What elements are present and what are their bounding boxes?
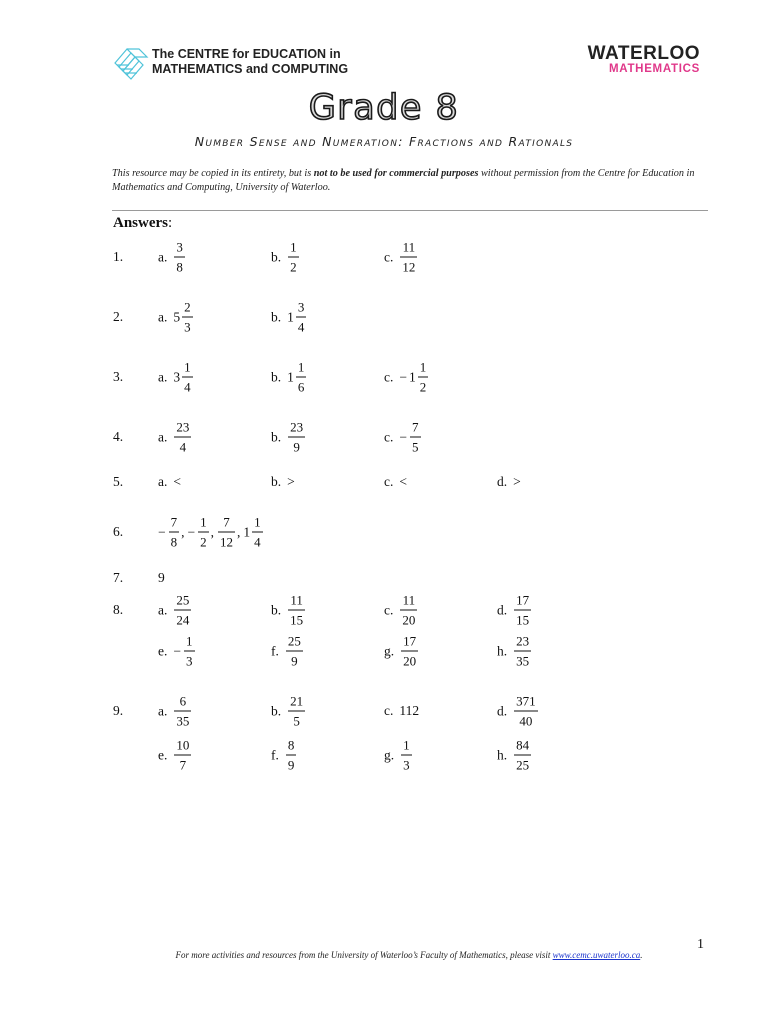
answer-3a	[158, 360, 194, 395]
page-number: 1	[697, 937, 704, 952]
answer-9b	[271, 694, 306, 729]
part-label: e.	[158, 643, 168, 658]
denominator: 9	[287, 757, 295, 773]
fraction	[401, 634, 418, 669]
numerator: 3	[297, 299, 305, 315]
fraction	[418, 360, 429, 395]
part-label: g.	[384, 643, 395, 658]
answer-8d	[497, 593, 532, 628]
fraction	[288, 420, 305, 455]
notice-text-after: without permission from the Centre for Education in Mathematics and Computing, University of Waterloo.	[112, 168, 695, 193]
part-label: a.	[158, 249, 168, 264]
denominator: 35	[176, 713, 190, 729]
part-label: d.	[497, 602, 508, 617]
part-label: d.	[497, 703, 508, 718]
answer-4c	[384, 420, 422, 455]
answer-5d	[497, 474, 521, 490]
numerator: 23	[176, 419, 190, 435]
question-number: 1.	[113, 249, 124, 264]
fraction	[169, 515, 180, 550]
part-label: c.	[384, 474, 394, 489]
denominator: 5	[412, 439, 419, 455]
footer-text: For more activities and resources from the University of Waterloo’s Faculty of Mathematics, please visit	[175, 950, 553, 960]
whole-number: 1	[287, 369, 294, 384]
part-label: d.	[497, 474, 508, 489]
numerator: 3	[176, 239, 183, 255]
answer-9c	[384, 703, 419, 719]
numerator: 25	[287, 633, 301, 649]
fraction	[400, 240, 417, 275]
numerator: 1	[254, 514, 261, 530]
answer-9g	[384, 738, 413, 773]
denominator: 40	[519, 713, 533, 729]
numerator: 17	[516, 592, 530, 608]
answer-5c	[384, 474, 407, 490]
separator: ,	[237, 524, 241, 539]
denominator: 8	[176, 259, 183, 275]
numerator: 10	[176, 737, 190, 753]
answer-7	[158, 570, 165, 586]
denominator: 2	[200, 534, 207, 550]
denominator: 3	[403, 757, 410, 773]
answer-8a	[158, 593, 192, 628]
cemc-logo-icon	[113, 45, 151, 81]
answer-3b	[271, 360, 307, 395]
part-label: a.	[158, 703, 168, 718]
fraction	[288, 240, 299, 275]
part-label: b.	[271, 602, 282, 617]
fraction	[514, 593, 531, 628]
part-label: b.	[271, 369, 282, 384]
numerator: 84	[516, 737, 530, 753]
part-label: b.	[271, 474, 282, 489]
part-label: e.	[158, 747, 168, 762]
denominator: 2	[419, 379, 427, 395]
copyright-notice	[112, 167, 708, 195]
whole-number: 3	[173, 369, 181, 384]
denominator: 20	[403, 653, 417, 669]
fraction	[218, 515, 235, 550]
numerator: 1	[186, 633, 193, 649]
numerator: 7	[170, 514, 178, 530]
numerator: 2	[184, 299, 191, 315]
answer-1b	[271, 240, 300, 275]
question-number: 8.	[113, 602, 124, 617]
answer-5b	[271, 474, 295, 490]
fraction	[174, 738, 191, 773]
numerator: 1	[297, 359, 305, 375]
cemc-name-line2: MATHEMATICS and COMPUTING	[152, 62, 349, 76]
fraction	[174, 420, 191, 455]
numerator: 7	[223, 514, 230, 530]
minus-sign: −	[158, 524, 166, 539]
mathematics-wordmark: MATHEMATICS	[609, 63, 700, 75]
notice-text-bold: not to be used for commercial purposes	[313, 168, 479, 179]
denominator: 5	[293, 713, 300, 729]
question-number: 9.	[113, 703, 124, 718]
part-label: h.	[497, 747, 508, 762]
denominator: 24	[176, 612, 190, 628]
answer-2a	[158, 300, 194, 335]
part-label: c.	[384, 249, 394, 264]
numerator: 1	[290, 239, 297, 255]
numerator: 23	[290, 419, 304, 435]
numerator: 1	[184, 359, 191, 375]
denominator: 2	[290, 259, 297, 275]
fraction	[184, 634, 195, 669]
answer-9a	[158, 694, 192, 729]
numerator: 21	[290, 693, 304, 709]
fraction	[514, 738, 531, 773]
answer-5a	[158, 474, 181, 490]
part-label: f.	[271, 747, 279, 762]
denominator: 25	[516, 757, 530, 773]
answer-1c	[384, 240, 418, 275]
numerator: 11	[402, 592, 416, 608]
part-label: c.	[384, 369, 394, 384]
separator: ,	[181, 524, 185, 539]
denominator: 15	[290, 612, 304, 628]
answer-9f	[271, 738, 297, 773]
minus-sign: −	[399, 369, 407, 384]
fraction	[514, 694, 538, 729]
numerator: 7	[412, 419, 419, 435]
answer-3c	[384, 360, 429, 395]
answer-4b	[271, 420, 306, 455]
fraction	[174, 593, 191, 628]
numerator: 23	[516, 633, 530, 649]
comparison-symbol: >	[513, 474, 521, 489]
fraction	[410, 420, 421, 455]
fraction	[182, 300, 193, 335]
denominator: 8	[170, 534, 178, 550]
answer-9h	[497, 738, 532, 773]
separator: ,	[210, 524, 214, 539]
notice-text-before: This resource may be copied in its entirety, but is	[112, 168, 314, 179]
answer-8g	[384, 634, 419, 669]
fraction	[286, 634, 303, 669]
question-number: 5.	[113, 474, 124, 489]
part-label: a.	[158, 369, 168, 384]
numerator: 6	[179, 693, 187, 709]
answer-8b	[271, 593, 306, 628]
denominator: 6	[297, 379, 305, 395]
denominator: 3	[186, 653, 193, 669]
minus-sign: −	[187, 524, 196, 539]
part-label: c.	[384, 429, 394, 444]
answer-8e	[158, 634, 196, 669]
denominator: 12	[402, 259, 416, 275]
answers-heading-label: Answers	[113, 215, 168, 231]
denominator: 4	[254, 534, 261, 550]
cemc-website-link[interactable]: www.cemc.uwaterloo.ca	[552, 950, 641, 960]
whole-number: 1	[287, 309, 294, 324]
numerator: 371	[516, 693, 536, 709]
denominator: 20	[402, 612, 416, 628]
numerator: 1	[403, 737, 410, 753]
whole-number: 1	[409, 369, 416, 384]
denominator: 35	[516, 653, 530, 669]
denominator: 15	[516, 612, 530, 628]
denominator: 4	[184, 379, 191, 395]
part-label: b.	[271, 703, 282, 718]
minus-sign: −	[173, 643, 181, 658]
answer-1a	[158, 240, 186, 275]
answers-heading-colon: :	[168, 215, 173, 231]
comparison-symbol: >	[287, 474, 295, 489]
fraction	[400, 593, 417, 628]
whole-number: 5	[173, 309, 181, 324]
denominator: 7	[179, 757, 187, 773]
part-label: a.	[158, 309, 168, 324]
cemc-name-line1: The CENTRE for EDUCATION in	[152, 47, 341, 61]
answer-value: 9	[158, 570, 165, 585]
question-number: 7.	[113, 570, 124, 585]
answer-value: 112	[399, 703, 420, 718]
part-label: g.	[384, 747, 395, 762]
page-subtitle: Number Sense and Numeration: Fractions and Rationals	[194, 134, 574, 149]
part-label: c.	[384, 602, 394, 617]
part-label: h.	[497, 643, 508, 658]
page-title: Grade 8	[308, 88, 460, 128]
fraction	[252, 515, 263, 550]
footer-end: .	[640, 950, 643, 960]
numerator: 1	[419, 359, 427, 375]
part-label: f.	[271, 643, 279, 658]
denominator: 9	[293, 439, 300, 455]
question-number: 2.	[113, 309, 124, 324]
answer-9d	[497, 694, 539, 729]
answer-8f	[271, 634, 304, 669]
numerator: 11	[290, 592, 303, 608]
fraction	[514, 634, 531, 669]
numerator: 17	[403, 633, 417, 649]
fraction	[288, 593, 305, 628]
answer-6-ordering	[158, 515, 264, 550]
answer-8h	[497, 634, 532, 669]
answer-4a	[158, 420, 192, 455]
answer-9e	[158, 738, 192, 773]
part-label: a.	[158, 429, 168, 444]
cemc-name	[152, 47, 348, 77]
numerator: 8	[287, 737, 295, 753]
fraction	[198, 515, 209, 550]
numerator: 11	[402, 239, 416, 255]
fraction	[296, 360, 307, 395]
fraction	[182, 360, 193, 395]
numerator: 25	[176, 592, 190, 608]
minus-sign: −	[399, 429, 407, 444]
numerator: 1	[200, 514, 207, 530]
answer-2b	[271, 300, 307, 335]
question-number: 6.	[113, 524, 124, 539]
fraction	[174, 240, 185, 275]
waterloo-wordmark: WATERLOO	[587, 43, 700, 64]
part-label: c.	[384, 703, 394, 718]
denominator: 3	[184, 319, 191, 335]
fraction	[401, 738, 412, 773]
answer-8c	[384, 593, 418, 628]
divider	[112, 210, 708, 211]
comparison-symbol: <	[399, 474, 407, 489]
part-label: b.	[271, 429, 282, 444]
fraction	[288, 694, 305, 729]
part-label: a.	[158, 474, 168, 489]
comparison-symbol: <	[173, 474, 181, 489]
question-number: 4.	[113, 429, 124, 444]
fraction	[286, 738, 297, 773]
fraction	[296, 300, 307, 335]
question-number: 3.	[113, 369, 124, 384]
answers-heading	[113, 215, 172, 232]
denominator: 9	[291, 653, 298, 669]
denominator: 12	[220, 534, 233, 550]
fraction	[174, 694, 191, 729]
denominator: 4	[179, 439, 187, 455]
whole-number: 1	[243, 524, 251, 539]
part-label: b.	[271, 309, 282, 324]
part-label: b.	[271, 249, 282, 264]
part-label: a.	[158, 602, 168, 617]
denominator: 4	[297, 319, 305, 335]
footer-note	[0, 950, 768, 960]
